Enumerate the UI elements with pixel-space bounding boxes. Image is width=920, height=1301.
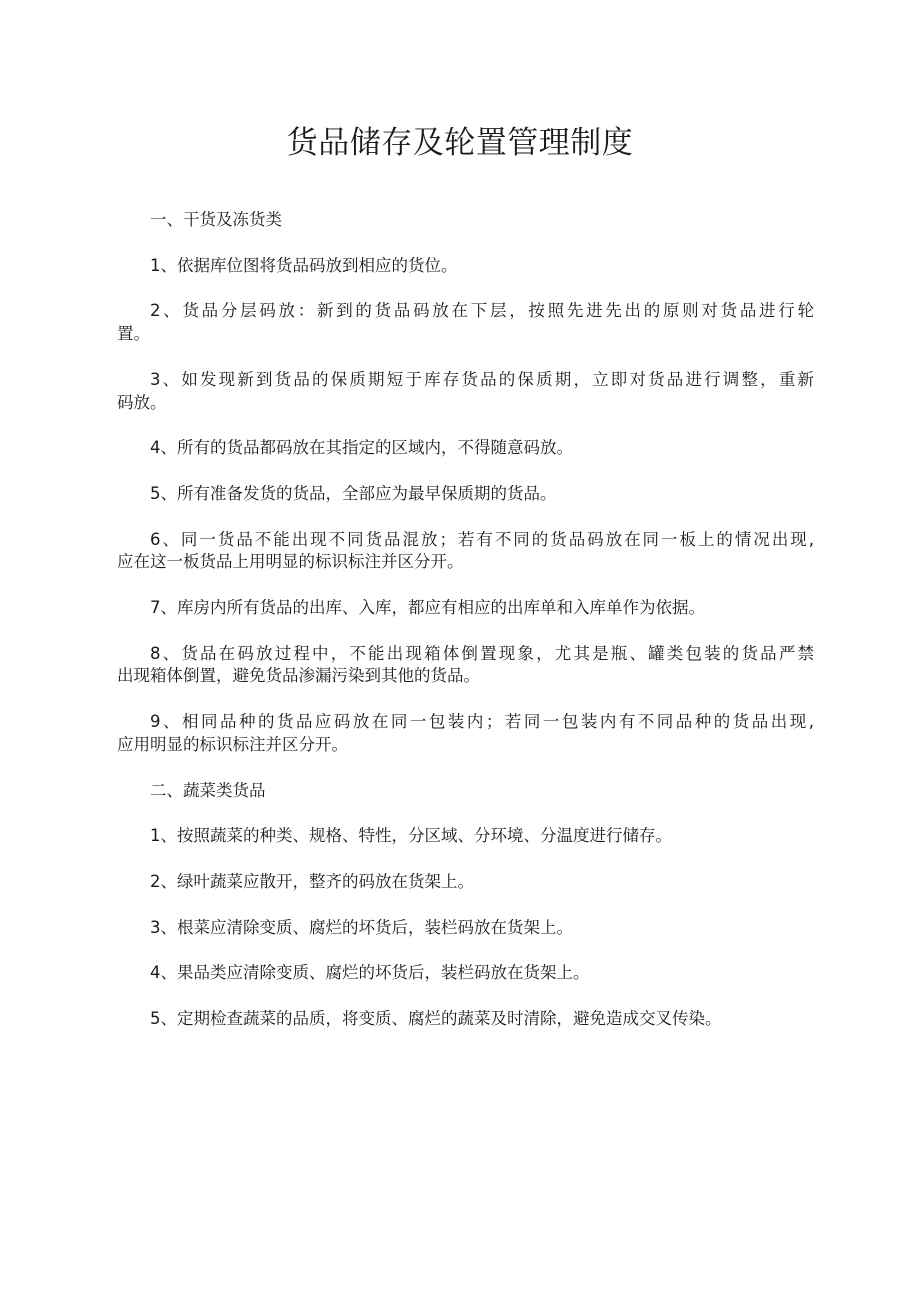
list-item bbox=[117, 711, 814, 756]
list-item-text: 6、同一货品不能出现不同货品混放；若有不同的货品码放在同一板上的情况出现, bbox=[150, 529, 814, 549]
list-item: 3、根菜应清除变质、腐烂的坏货后，装栏码放在货架上。 bbox=[150, 917, 573, 937]
document-title: 货品储存及轮置管理制度 bbox=[286, 125, 634, 161]
list-item-continuation: 应在这一板货品上用明显的标识标注并区分开。 bbox=[117, 552, 464, 572]
list-item: 5、定期检查蔬菜的品质，将变质、腐烂的蔬菜及时清除，避免造成交叉传染。 bbox=[150, 1009, 722, 1029]
list-item: 2、绿叶蔬菜应散开，整齐的码放在货架上。 bbox=[150, 871, 474, 891]
list-item-text: 9、相同品种的货品应码放在同一包装内；若同一包装内有不同品种的货品出现, bbox=[150, 712, 814, 732]
document-body bbox=[117, 209, 814, 1054]
list-item-text: 3、如发现新到货品的保质期短于库存货品的保质期，立即对货品进行调整，重新 bbox=[150, 369, 814, 389]
list-item-continuation: 码放。 bbox=[117, 392, 167, 412]
list-item-text: 2、货品分层码放：新到的货品码放在下层，按照先进先出的原则对货品进行轮 bbox=[150, 301, 814, 321]
section-heading: 一、干货及冻货类 bbox=[150, 210, 282, 229]
list-item-continuation: 应用明显的标识标注并区分开。 bbox=[117, 734, 348, 754]
list-item bbox=[117, 369, 814, 414]
list-item: 4、果品类应清除变质、腐烂的坏货后，装栏码放在货架上。 bbox=[150, 963, 590, 983]
list-item: 1、按照蔬菜的种类、规格、特性，分区域、分环境、分温度进行储存。 bbox=[150, 826, 672, 846]
list-item: 4、所有的货品都码放在其指定的区域内，不得随意码放。 bbox=[150, 438, 573, 458]
list-item bbox=[117, 643, 814, 688]
list-item bbox=[117, 529, 814, 574]
list-item: 5、所有准备发货的货品，全部应为最早保质期的货品。 bbox=[150, 483, 557, 503]
list-item-text: 8、货品在码放过程中，不能出现箱体倒置现象，尤其是瓶、罐类包装的货品严禁 bbox=[150, 643, 814, 663]
list-item: 1、依据库位图将货品码放到相应的货位。 bbox=[150, 255, 458, 275]
list-item-continuation: 置。 bbox=[117, 324, 150, 344]
section-heading: 二、蔬菜类货品 bbox=[150, 780, 266, 800]
list-item: 7、库房内所有货品的出库、入库，都应有相应的出库单和入库单作为依据。 bbox=[150, 598, 705, 618]
list-item-continuation: 出现箱体倒置，避免货品渗漏污染到其他的货品。 bbox=[117, 666, 480, 686]
list-item bbox=[117, 300, 814, 345]
